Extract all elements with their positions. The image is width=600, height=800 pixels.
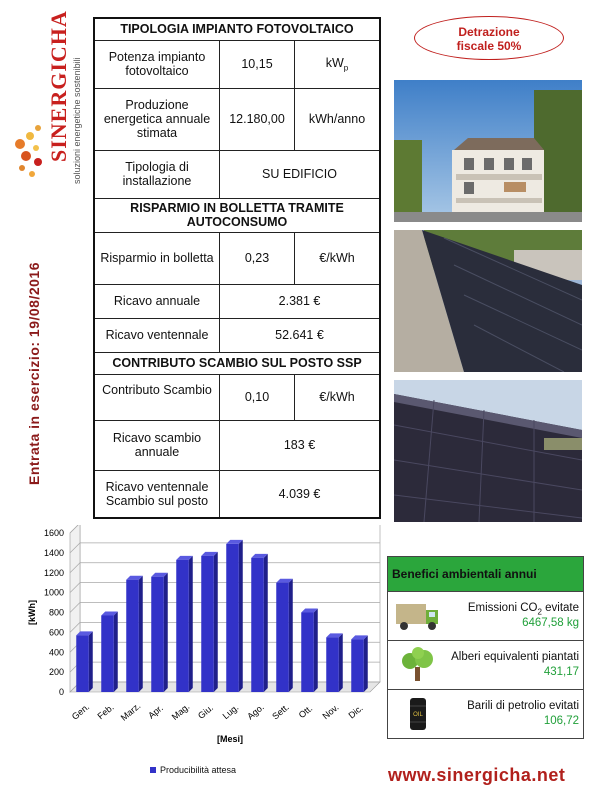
x-tick-label: Dic. xyxy=(346,702,365,721)
section-title-ssp: CONTRIBUTO SCAMBIO SUL POSTO SSP xyxy=(94,352,380,374)
bar xyxy=(101,615,114,692)
tree-icon xyxy=(394,647,442,683)
production-value: 12.180,00 xyxy=(220,88,295,150)
section-title-savings: RISPARMIO IN BOLLETTA TRAMITE AUTOCONSUMO xyxy=(94,198,380,232)
bar-side xyxy=(139,576,143,692)
trees-label: Alberi equivalenti piantati xyxy=(451,651,579,663)
annual-revenue-label: Ricavo annuale xyxy=(94,284,220,318)
trees-value: 431,17 xyxy=(543,666,579,678)
exchange-twenty-year-value: 4.039 € xyxy=(220,470,381,518)
production-chart xyxy=(15,525,385,750)
legend-label: Producibilità attesa xyxy=(160,765,237,775)
bar-side xyxy=(89,631,93,692)
x-tick-label: Ott. xyxy=(296,703,315,721)
bill-saving-label: Risparmio in bolletta xyxy=(94,232,220,284)
bar-side xyxy=(164,573,168,692)
bar xyxy=(226,544,239,692)
benefits-title: Benefici ambientali annui xyxy=(388,557,583,592)
x-tick-label: Lug. xyxy=(220,702,241,722)
bar xyxy=(276,583,289,692)
oil-value: 106,72 xyxy=(543,715,579,727)
badge-line-1: Detrazione xyxy=(458,25,520,39)
x-tick-label: Nov. xyxy=(320,702,341,722)
bar xyxy=(201,556,214,692)
y-tick-label: 800 xyxy=(48,607,64,618)
svg-text:OIL: OIL xyxy=(413,712,423,718)
y-tick-label: 600 xyxy=(48,627,64,638)
x-tick-label: Ago. xyxy=(245,701,266,722)
y-tick-label: 0 xyxy=(58,687,64,697)
oil-label: Barili di petrolio evitati xyxy=(467,700,579,712)
bar-side xyxy=(114,611,118,692)
logo-dots xyxy=(12,122,48,182)
benefit-row-trees xyxy=(388,641,583,690)
x-tick-label: Giu. xyxy=(196,702,216,721)
exchange-annual-value: 183 € xyxy=(220,420,381,470)
oil-barrel-icon xyxy=(394,696,442,732)
x-tick-label: Gen. xyxy=(69,701,92,722)
bar xyxy=(76,635,89,692)
benefit-row-co2 xyxy=(388,592,583,641)
y-tick-label: 1600 xyxy=(43,528,64,538)
twenty-year-revenue-value: 52.641 € xyxy=(220,318,381,352)
x-axis-label: [Mesi] xyxy=(216,734,244,744)
x-tick-label: Sett. xyxy=(270,701,291,722)
website-link[interactable]: www.sinergicha.net xyxy=(388,765,566,785)
bill-saving-unit: €/kWh xyxy=(295,232,381,284)
x-tick-label: Mag. xyxy=(169,701,192,722)
bar-side xyxy=(264,554,268,692)
bar xyxy=(301,613,314,693)
production-unit: kWh/anno xyxy=(295,88,381,150)
tax-deduction-badge xyxy=(414,16,564,60)
bar-side xyxy=(214,552,218,692)
power-value: 10,15 xyxy=(220,40,295,88)
y-tick-label: 1200 xyxy=(43,567,64,578)
bill-saving-value: 0,23 xyxy=(220,232,295,284)
bar xyxy=(351,639,364,692)
bar-side xyxy=(289,579,293,692)
installation-value: SU EDIFICIO xyxy=(220,150,381,198)
bar xyxy=(126,580,139,692)
building-photo xyxy=(394,80,582,222)
plant-table xyxy=(93,17,381,519)
x-tick-label: Feb. xyxy=(95,702,116,722)
roof-panels-photo xyxy=(394,230,582,372)
twenty-year-revenue-label: Ricavo ventennale xyxy=(94,318,220,352)
exchange-twenty-year-label: Ricavo ventennale Scambio sul posto xyxy=(94,470,220,518)
logo-wordmark: SINERGICHA xyxy=(46,10,71,162)
bar-side xyxy=(314,609,318,693)
co2-label: Emissioni $CO_2$ evitate xyxy=(467,602,579,617)
bar xyxy=(176,560,189,692)
exchange-contribution-label: Contributo Scambio xyxy=(94,374,220,420)
production-label: Produzione energetica annuale stimata xyxy=(94,88,220,150)
chart-legend xyxy=(150,765,236,775)
bar-side xyxy=(239,540,243,692)
power-label: Potenza impianto fotovoltaico xyxy=(94,40,220,88)
badge-line-2: fiscale 50% xyxy=(456,39,522,53)
y-tick-label: 400 xyxy=(48,647,64,658)
entry-date: Entrata in esercizio: 19/08/2016 xyxy=(26,262,42,485)
x-tick-label: Marz. xyxy=(118,700,143,723)
benefit-row-oil xyxy=(388,690,583,738)
environmental-benefits xyxy=(387,556,584,739)
annual-revenue-value: 2.381 € xyxy=(220,284,381,318)
y-tick-label: 1000 xyxy=(43,587,64,598)
installation-label: Tipologia di installazione xyxy=(94,150,220,198)
y-tick-label: 200 xyxy=(48,667,64,678)
y-tick-label: 1400 xyxy=(43,547,64,558)
panels-closeup-photo xyxy=(394,380,582,522)
exchange-contribution-value: 0,10 xyxy=(220,374,295,420)
logo xyxy=(10,12,84,182)
bar xyxy=(151,577,164,692)
bar-side xyxy=(364,635,368,692)
bar xyxy=(326,637,339,692)
y-axis-label: [kWh] xyxy=(27,600,37,625)
exchange-annual-label: Ricavo scambio annuale xyxy=(94,420,220,470)
bar-side xyxy=(189,556,193,692)
legend-swatch xyxy=(150,767,156,773)
bar xyxy=(251,558,264,692)
section-title-plant-type: TIPOLOGIA IMPIANTO FOTOVOLTAICO xyxy=(94,18,380,40)
bar-side xyxy=(339,633,343,692)
x-tick-label: Apr. xyxy=(146,702,165,721)
exchange-contribution-unit: €/kWh xyxy=(295,374,381,420)
power-unit: $kW_p$ xyxy=(295,40,381,88)
logo-tagline: soluzioni energetiche sostenibili xyxy=(72,57,82,184)
truck-icon xyxy=(394,598,442,634)
co2-value: 6467,58 kg xyxy=(522,617,579,629)
